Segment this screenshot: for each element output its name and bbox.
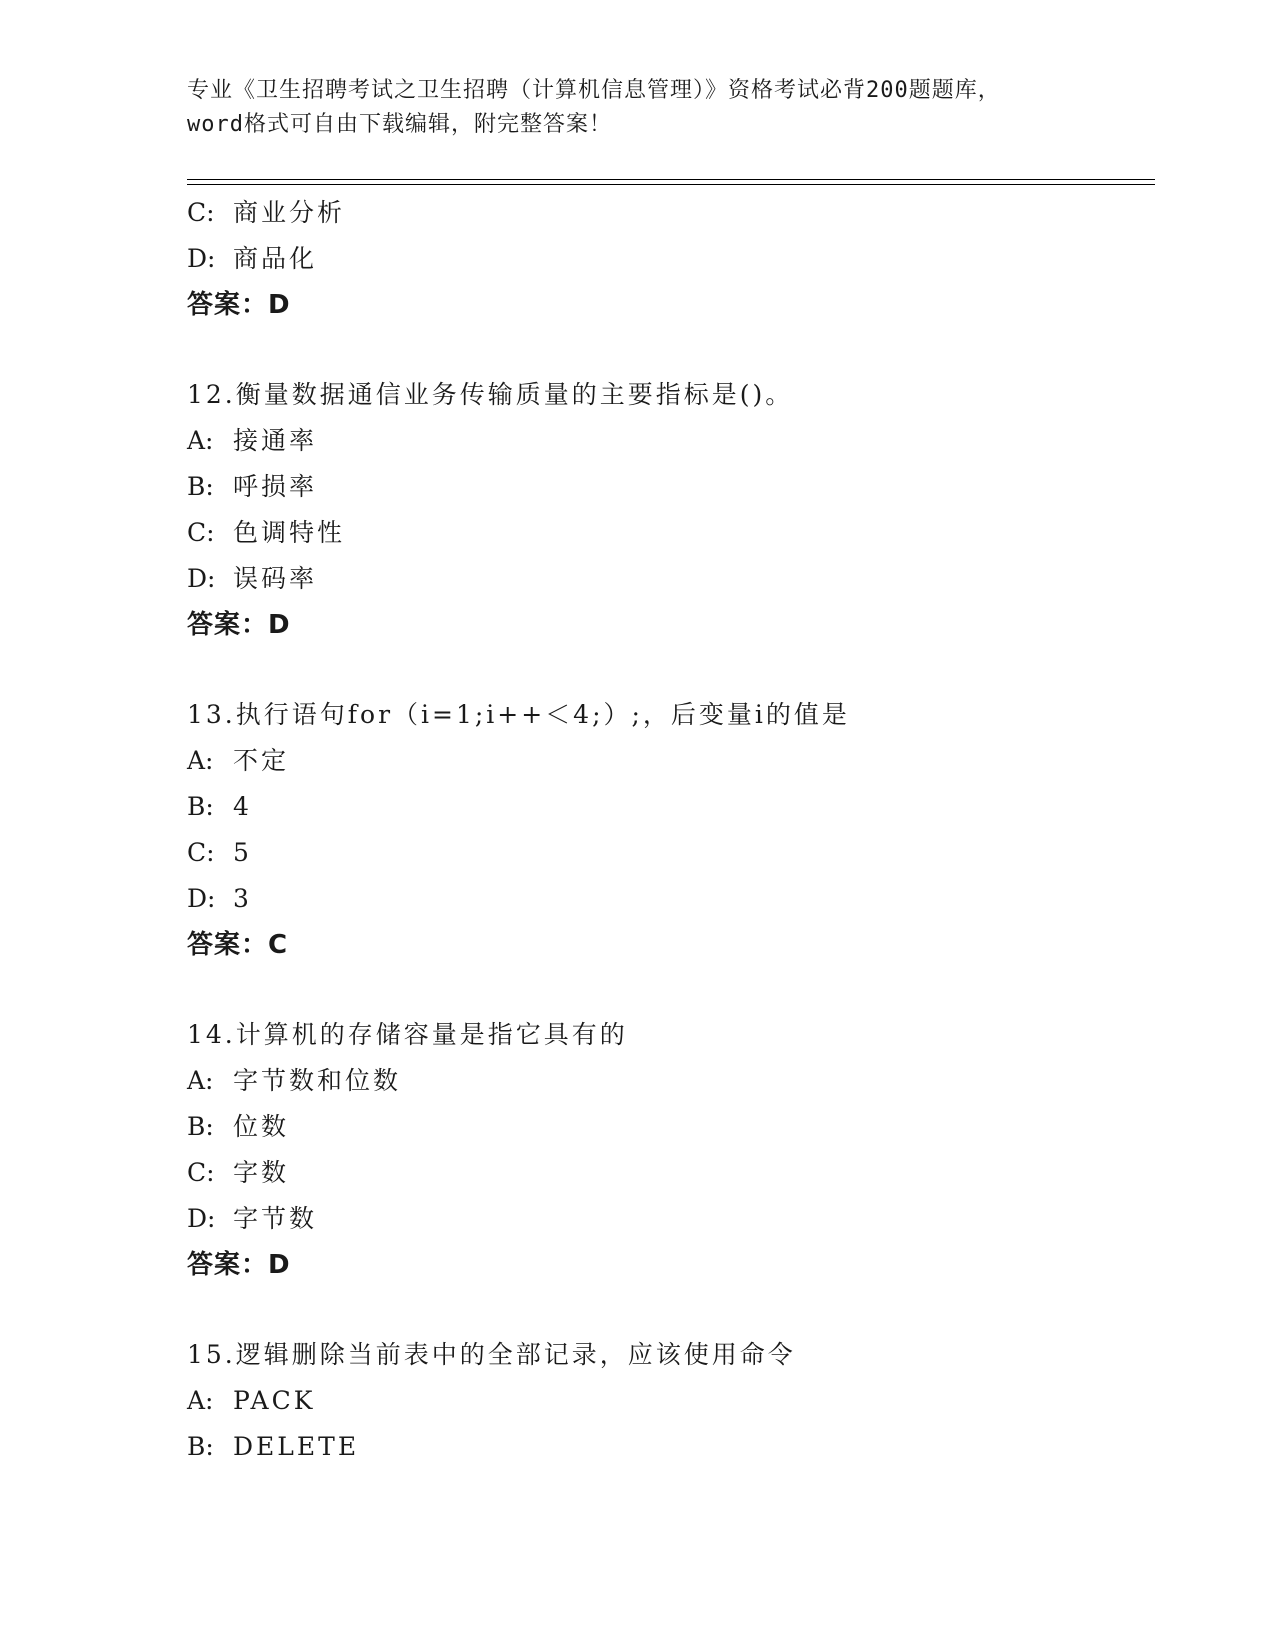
option-text: 呼损率 (233, 472, 318, 501)
option-label: C: (187, 1158, 215, 1187)
answer-line: 答案：D (187, 1250, 291, 1280)
option-text: 5 (233, 838, 252, 867)
option-text: 色调特性 (233, 518, 346, 547)
option-b (187, 464, 1147, 510)
option-b (187, 1104, 1147, 1150)
answer-line: 答案：D (187, 290, 291, 320)
option-a (187, 738, 1147, 784)
option-b (187, 1424, 1147, 1470)
question-stem: 13.执行语句for（i=1;i++＜4;）;，后变量i的值是 (187, 700, 850, 729)
option-c (187, 190, 1147, 236)
question-15 (187, 1332, 1147, 1470)
option-text: 误码率 (233, 564, 318, 593)
option-text: 商业分析 (233, 198, 346, 227)
option-label: D: (187, 884, 216, 913)
option-label: A: (187, 1066, 214, 1095)
option-c (187, 830, 1147, 876)
option-label: B: (187, 1432, 214, 1461)
option-text: 3 (233, 884, 252, 913)
option-text: PACK (233, 1386, 316, 1415)
question-list (187, 190, 1147, 1470)
option-label: C: (187, 518, 215, 547)
option-text: DELETE (233, 1432, 360, 1461)
option-d (187, 556, 1147, 602)
option-label: D: (187, 1204, 216, 1233)
option-label: D: (187, 564, 216, 593)
option-c (187, 510, 1147, 556)
option-label: B: (187, 792, 214, 821)
question-13 (187, 692, 1147, 968)
question-stem: 15.逻辑删除当前表中的全部记录，应该使用命令 (187, 1340, 796, 1369)
header-line-2: word格式可自由下载编辑，附完整答案！ (187, 112, 612, 137)
option-d (187, 876, 1147, 922)
option-text: 字节数 (233, 1204, 318, 1233)
option-label: C: (187, 838, 215, 867)
question-stem: 14.计算机的存储容量是指它具有的 (187, 1020, 628, 1049)
question-12 (187, 372, 1147, 648)
answer-line: 答案：D (187, 610, 291, 640)
option-d (187, 1196, 1147, 1242)
option-label: A: (187, 1386, 214, 1415)
option-c (187, 1150, 1147, 1196)
header-divider-bottom (187, 184, 1155, 185)
option-text: 商品化 (233, 244, 318, 273)
option-a (187, 418, 1147, 464)
option-text: 字数 (233, 1158, 290, 1187)
option-b (187, 784, 1147, 830)
option-a (187, 1058, 1147, 1104)
prev-question (187, 190, 1147, 328)
question-stem: 12.衡量数据通信业务传输质量的主要指标是()。 (187, 380, 794, 409)
option-label: A: (187, 426, 214, 455)
option-text: 位数 (233, 1112, 290, 1141)
option-label: D: (187, 244, 216, 273)
option-a (187, 1378, 1147, 1424)
option-label: B: (187, 472, 214, 501)
answer-line: 答案：C (187, 930, 289, 960)
option-d (187, 236, 1147, 282)
option-label: A: (187, 746, 214, 775)
option-label: B: (187, 1112, 214, 1141)
question-14 (187, 1012, 1147, 1288)
option-text: 4 (233, 792, 252, 821)
document-header (187, 74, 1087, 142)
header-line-1: 专业《卫生招聘考试之卫生招聘（计算机信息管理）》资格考试必背200题题库， (187, 78, 1001, 103)
option-text: 接通率 (233, 426, 318, 455)
option-text: 字节数和位数 (233, 1066, 402, 1095)
header-divider-top (187, 179, 1155, 180)
option-label: C: (187, 198, 215, 227)
option-text: 不定 (233, 746, 290, 775)
